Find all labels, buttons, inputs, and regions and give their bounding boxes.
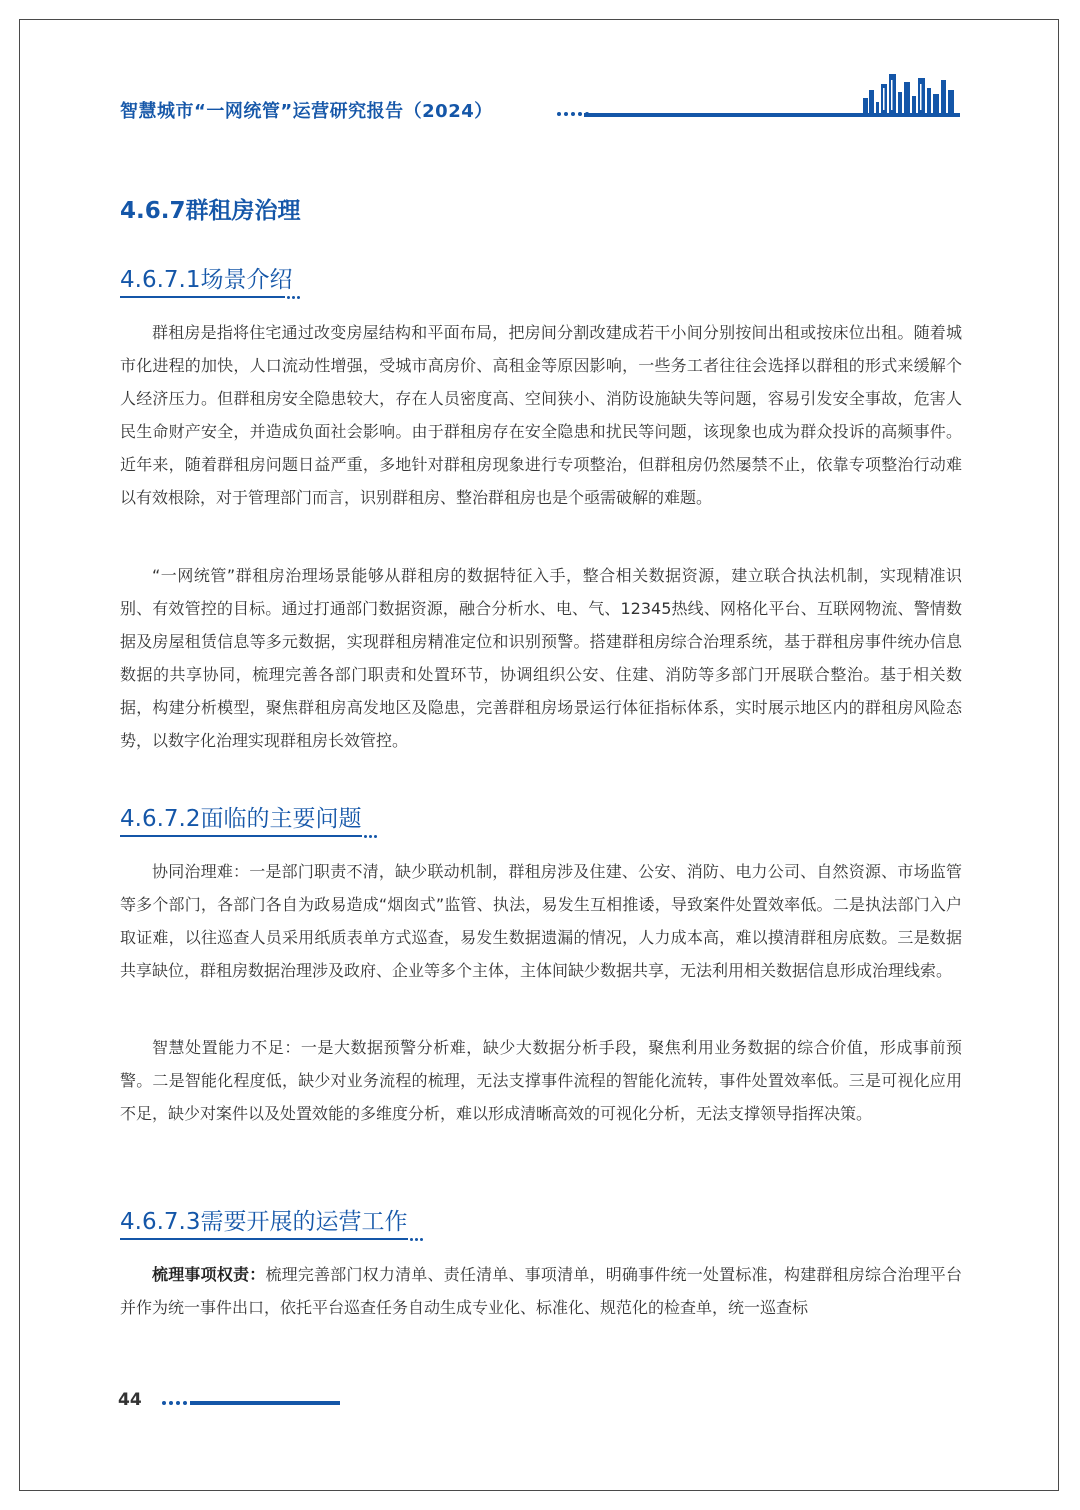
skyline-icon [860, 70, 960, 116]
subsection-heading-2: 4.6.7.2面临的主要问题 [120, 806, 362, 832]
subsection-underline-2 [120, 835, 362, 837]
lead-text: 梳理完善部门权力清单、责任清单、事项清单，明确事件统一处置标准，构建群租房综合治理平台并作为统一事件出口，依托平台巡查任务自动生成专业化、标准化、规范化的检查单，统一巡查标 [120, 1265, 962, 1317]
paragraph: “一网统管”群租房治理场景能够从群租房的数据特征入手，整合相关数据资源，建立联合执法机制，实现精准识别、有效管控的目标。通过打通部门数据资源，融合分析水、电、气、12345热线、网格化平台、互联网物流、警情数据及房屋租赁信息等多元数据，实现群租房精准定位和识别预警。搭建群租房综合治理系统，基于群租房事件统办信息数据的共享协同，梳理完善各部门职责和处置环节，协调组织公安、住建、消防等多部门开展联合整治。基于相关数据，构建分析模型，聚焦群租房高发地区及隐患，完善群租房场景运行体征指标体系，实时展示地区内的群租房风险态势，以数字化治理实现群租房长效管控。 [120, 566, 962, 750]
paragraph: 群租房是指将住宅通过改变房屋结构和平面布局，把房间分割改建成若干小间分别按间出租或按床位出租。随着城市化进程的加快，人口流动性增强，受城市高房价、高租金等原因影响，一些务工者往往会选择以群租的形式来缓解个人经济压力。但群租房安全隐患较大，存在人员密度高、空间狭小、消防设施缺失等问题，容易引发安全事故，危害人民生命财产安全，并造成负面社会影响。由于群租房存在安全隐患和扰民等问题，该现象也成为群众投诉的高频事件。近年来，随着群租房问题日益严重，多地针对群租房现象进行专项整治，但群租房仍然屡禁不止，依靠专项整治行动难以有效根除，对于管理部门而言，识别群租房、整治群租房也是个亟需破解的难题。 [120, 323, 962, 507]
subsection-dots-1 [287, 296, 300, 299]
paragraph [120, 1258, 962, 1324]
footer-rule [190, 1401, 340, 1405]
subsection-underline-3 [120, 1238, 408, 1240]
subsection-heading-1: 4.6.7.1场景介绍 [120, 267, 293, 293]
subsection-underline-1 [120, 296, 285, 298]
subsection-dots-3 [410, 1238, 423, 1241]
lead-bold: 梳理事项权责： [152, 1265, 266, 1284]
paragraph: 智慧处置能力不足：一是大数据预警分析难，缺少大数据分析手段，聚焦利用业务数据的综合价值，形成事前预警。二是智能化程度低，缺少对业务流程的梳理，无法支撑事件流程的智能化流转，事件处置效率低。三是可视化应用不足，缺少对案件以及处置效能的多维度分析，难以形成清晰高效的可视化分析，无法支撑领导指挥决策。 [120, 1038, 962, 1123]
report-title: 智慧城市“一网统管”运营研究报告（2024） [120, 101, 493, 122]
subsection-heading-3: 4.6.7.3需要开展的运营工作 [120, 1209, 408, 1235]
page-number: 44 [118, 1390, 142, 1410]
section-title: 4.6.7群租房治理 [120, 198, 301, 224]
subsection-dots-2 [364, 835, 377, 838]
paragraph: 协同治理难：一是部门职责不清，缺少联动机制，群租房涉及住建、公安、消防、电力公司、自然资源、市场监管等多个部门，各部门各自为政易造成“烟囱式”监管、执法，易发生互相推诿，导致案件处置效率低。二是执法部门入户取证难，以往巡查人员采用纸质表单方式巡查，易发生数据遗漏的情况，人力成本高，难以摸清群租房底数。三是数据共享缺位，群租房数据治理涉及政府、企业等多个主体，主体间缺少数据共享，无法利用相关数据信息形成治理线索。 [120, 862, 962, 980]
